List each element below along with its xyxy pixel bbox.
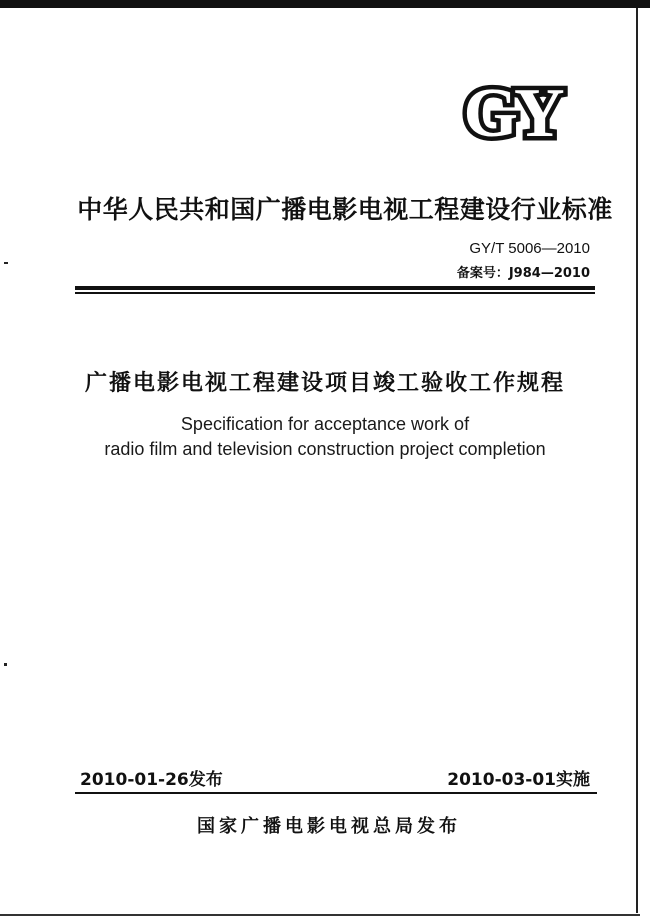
issue-date: 2010-01-26发布 [80,770,223,790]
svg-text:GY: GY [463,78,561,144]
record-number: 备案号：J984—2010 [456,266,590,281]
header-divider-thin [75,292,595,294]
scan-mark [4,262,8,264]
standard-number: GY/T 5006—2010 [469,240,590,257]
document-title-cn: 广播电影电视工程建设项目竣工验收工作规程 [84,371,565,396]
document-title-en-line2: radio film and television construction project completion [104,439,546,459]
implementation-date: 2010-03-01实施 [447,770,590,790]
top-border [0,0,650,8]
scan-mark [4,663,7,666]
document-title-en-line1: Specification for acceptance work of [180,414,470,434]
document-title-en [0,412,650,462]
publisher: 国家广播电影电视总局发布 [197,816,461,837]
header-divider-thick [75,286,595,290]
main-title: 中华人民共和国广播电影电视工程建设行业标准 [77,195,613,224]
gy-logo [440,78,585,144]
bottom-border [0,914,640,916]
footer-divider [75,792,597,794]
